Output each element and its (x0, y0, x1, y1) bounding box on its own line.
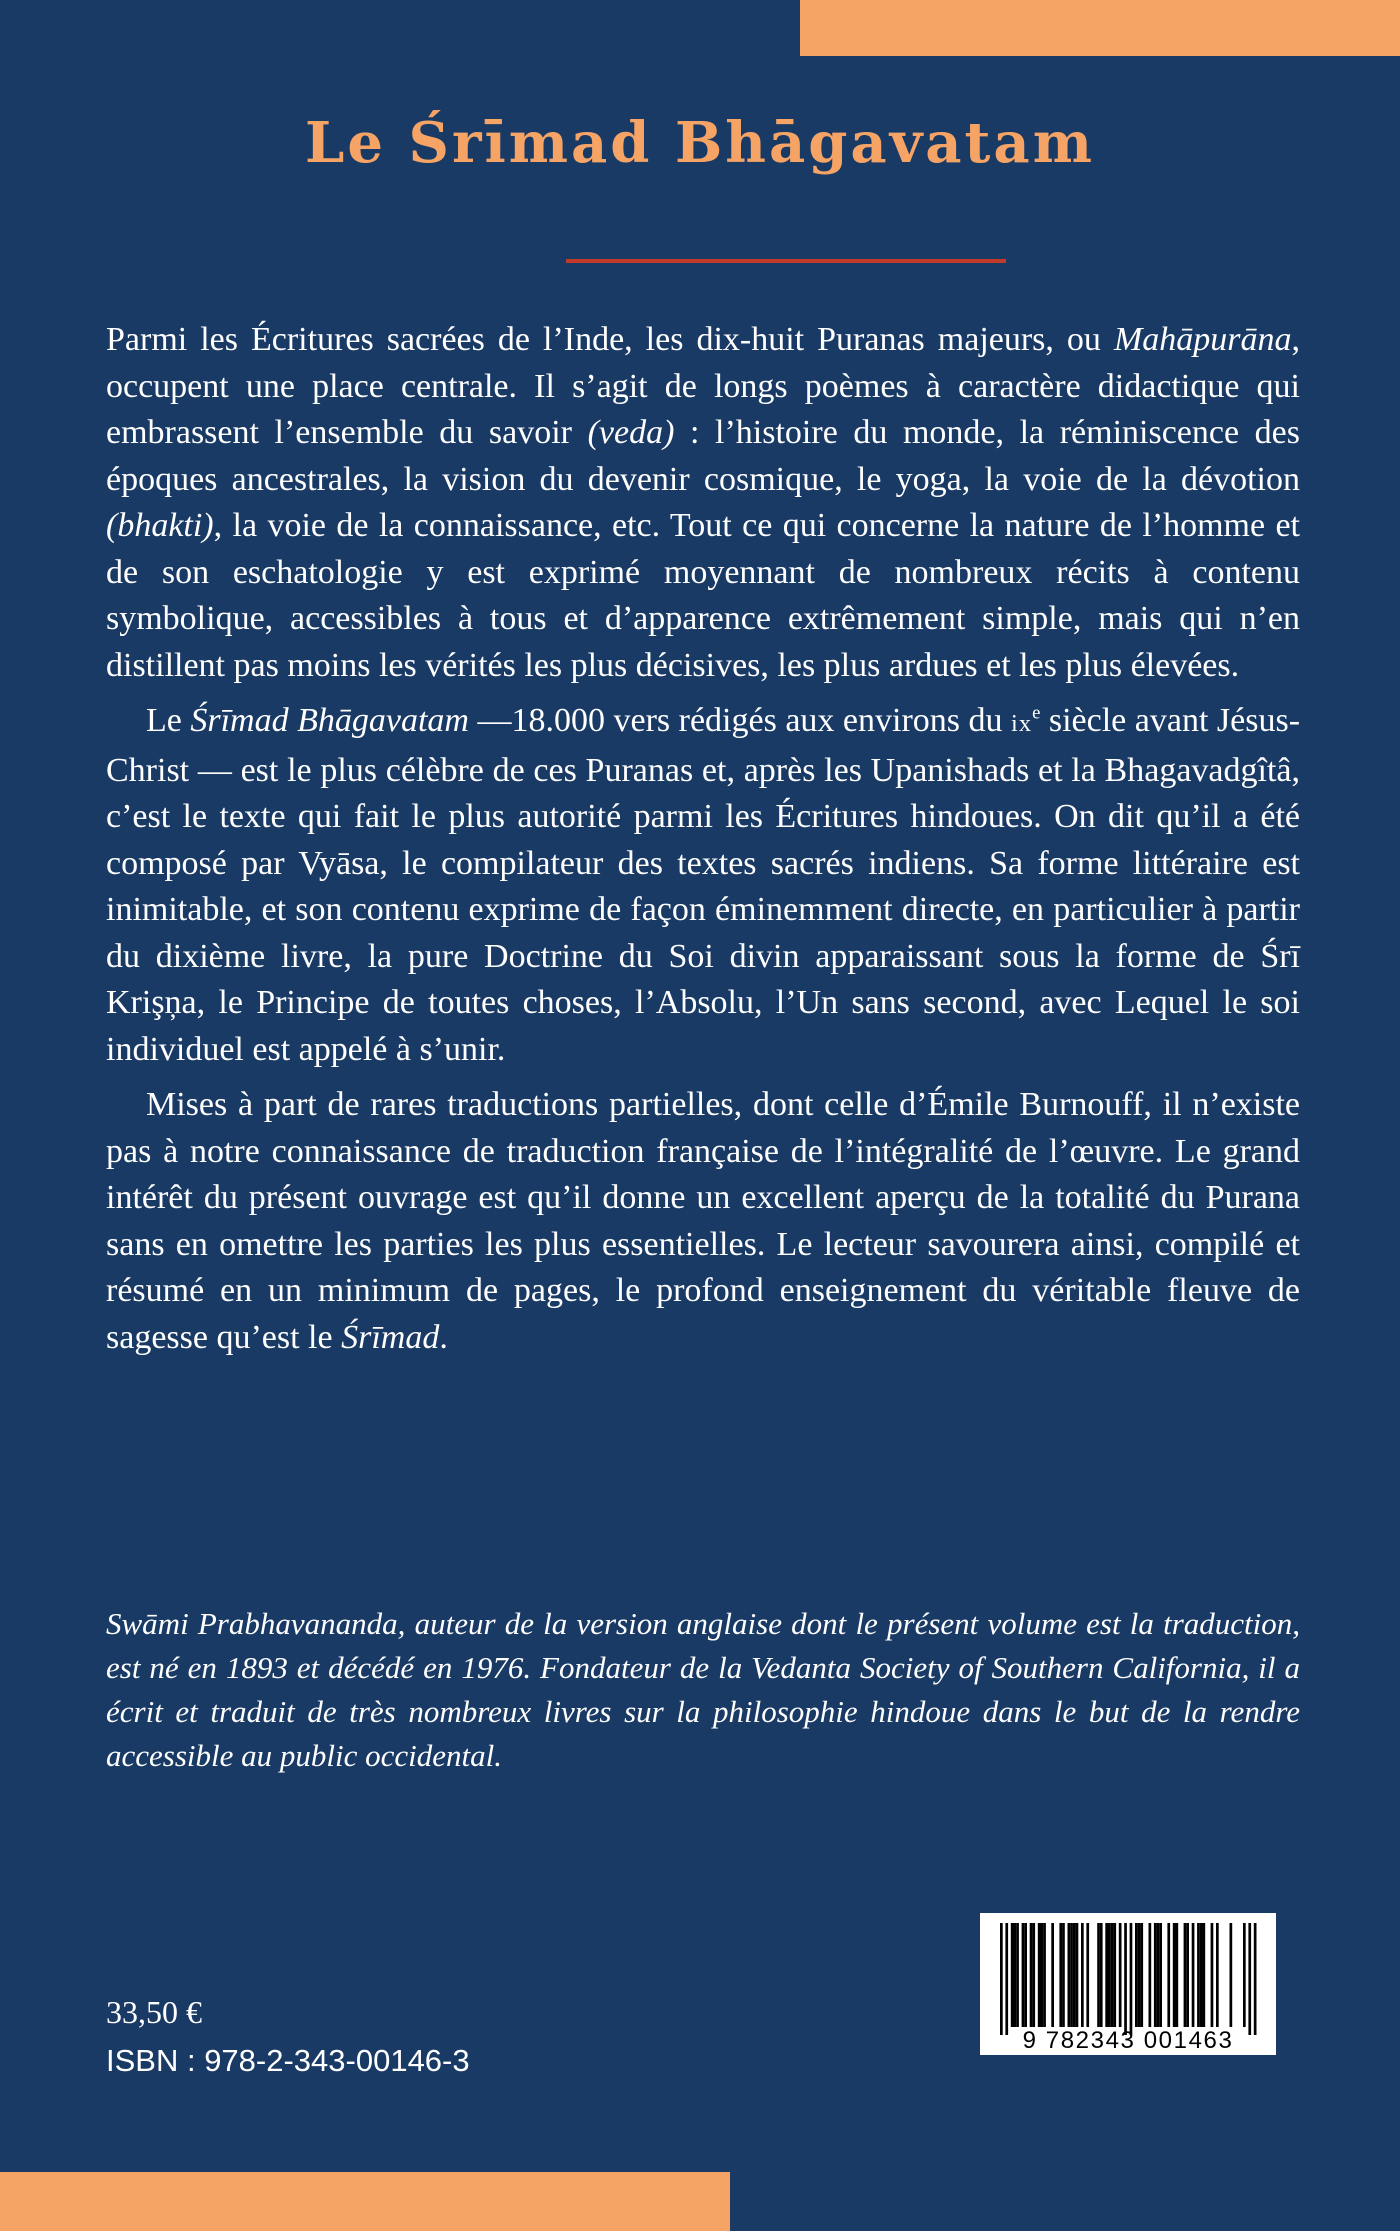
barcode-bar (1216, 1923, 1219, 2027)
barcode-bar (1105, 1923, 1108, 2027)
price: 33,50 € (106, 1994, 202, 2030)
barcode-bar (1113, 1923, 1116, 2027)
bottom-accent-bar (0, 2172, 730, 2231)
barcode-bar (1016, 1923, 1019, 2027)
barcode-bar (1108, 1923, 1111, 2027)
book-title: Le Śrīmad Bhāgavatam (305, 110, 1095, 176)
paragraph-2 (106, 698, 1300, 1073)
text-run: ix (1011, 710, 1033, 737)
back-cover-text (106, 317, 1300, 1370)
barcode-bar (1243, 1923, 1246, 2027)
text-run: (veda) (587, 414, 675, 451)
barcode-bar (1062, 1923, 1065, 2027)
barcode-bar (1032, 1923, 1035, 2027)
title-divider (566, 259, 1006, 263)
paragraph-1 (106, 317, 1300, 689)
barcode-bar (1167, 1923, 1170, 2027)
barcode-bar (1211, 1923, 1214, 2027)
barcode-bar (1059, 1923, 1062, 2027)
barcode-bar (1254, 1923, 1257, 2035)
isbn: ISBN : 978-2-343-00146-3 (106, 2043, 470, 2078)
text-run: , occupent une place centrale. Il s’agit de longs poèmes à caractère didactique qui embrassent l’ensemble du savoir (106, 321, 1300, 451)
top-accent-bar (800, 0, 1400, 56)
barcode-bar (1135, 1923, 1138, 2027)
author-bio-text: , auteur de la version anglaise dont le présent volume est la traduction, est né en 1893 et décédé en 1976. Fondateur de la Vedanta Society of Southern California, il a écrit et traduit de très nombreux livres sur la philosophie hindoue dans le but de la rendre accessible au public occidental. (106, 1606, 1301, 1773)
author-bio (106, 1602, 1300, 1778)
barcode (980, 1913, 1276, 2055)
barcode-bar (1159, 1923, 1162, 2027)
barcode-bar (1014, 1923, 1017, 2027)
barcode-bar (1186, 1923, 1189, 2027)
barcode-bar (1140, 1923, 1143, 2027)
text-run: Śrīmad (341, 1318, 440, 1356)
barcode-bar (1024, 1923, 1027, 2027)
barcode-bar (1086, 1923, 1089, 2027)
barcode-bar (1192, 1923, 1195, 2027)
barcode-bar (1073, 1923, 1076, 2027)
barcode-bar (1154, 1923, 1157, 2027)
barcode-bar (1005, 1923, 1008, 2035)
barcode-bar (1119, 1923, 1122, 2027)
barcode-bar (1100, 1923, 1103, 2027)
barcode-bar (1230, 1923, 1233, 2027)
barcode-bar (1081, 1923, 1084, 2027)
text-run: (bhakti) (106, 507, 214, 544)
barcode-bar (1011, 1923, 1014, 2027)
author-name: Swāmi Prabhavananda (106, 1606, 398, 1641)
barcode-bar (1070, 1923, 1073, 2027)
text-run: Mahāpurāna (1113, 321, 1292, 358)
barcode-bar (1200, 1923, 1203, 2027)
paragraph-3 (106, 1082, 1300, 1361)
barcode-bar (1149, 1923, 1152, 2027)
barcode-bar (1068, 1923, 1071, 2027)
barcode-bar (1038, 1923, 1041, 2027)
barcode-bar (1124, 1923, 1127, 2035)
text-run: . (439, 1318, 448, 1356)
barcode-bar (1173, 1923, 1176, 2027)
barcode-bar (1041, 1923, 1044, 2027)
text-run: siècle avant Jésus-Christ — est le plus célèbre de ces Puranas et, après les Upanishads et la Bhagavadgîtâ, c’est le texte qui fait le plus autorité parmi les Écritures hindoues. On dit qu’il a été composé par Vyāsa, le compilateur des textes sacrés indiens. Sa forme littéraire est inimitable, et son contenu exprime de façon éminemment directe, en particulier à partir du dixième livre, la pure Doctrine du Soi divin apparaissant sous la forme de Śrī Krişņa, le Principe de toutes choses, l’Absolu, l’Un sans second, avec Lequel le soi individuel est appelé à s’unir. (106, 702, 1301, 1068)
barcode-bar (1022, 1923, 1025, 2027)
barcode-bar (1197, 1923, 1200, 2027)
text-run: e (1032, 702, 1041, 724)
barcode-bar (1248, 1923, 1251, 2035)
barcode-bar (1203, 1923, 1206, 2027)
barcode-bar (1076, 1923, 1079, 2027)
barcode-bar (1030, 1923, 1033, 2027)
barcode-bar (1043, 1923, 1046, 2027)
barcode-digits: 9 782343 001463 (1022, 2027, 1234, 2054)
barcode-bar (1130, 1923, 1133, 2035)
text-run: Parmi les Écritures sacrées de l’Inde, les dix-huit Puranas majeurs, ou (106, 321, 1114, 358)
text-run: , la voie de la connaissance, etc. Tout ce qui concerne la nature de l’homme et de son eschatologie y est exprimé moyennant de nombreux récits à contenu symbolique, accessibles à tous et d’apparence extrêmement simple, mais qui n’en distillent pas moins les vérités les plus décisives, les plus ardues et les plus élevées. (106, 507, 1300, 684)
barcode-bar (1051, 1923, 1054, 2027)
text-run: Mises à part de rares traductions partielles, dont celle d’Émile Burnouff, il n’existe pas à notre connaissance de traduction française de l’intégralité de l’œuvre. Le grand intérêt du présent ouvrage est qu’il donne un excellent aperçu de la totalité du Purana sans en omettre les parties les plus essentielles. Le lecteur savourera ainsi, compilé et résumé en un minimum de pages, le profond enseignement du véritable fleuve de sagesse qu’est le (106, 1086, 1300, 1356)
text-run: : l’histoire du monde, la réminiscence des époques ancestrales, la vision du devenir cosmique, le yoga, la voie de la dévotion (106, 414, 1300, 498)
barcode-bar (1097, 1923, 1100, 2027)
barcode-bar (1138, 1923, 1141, 2027)
text-run: Śrīmad Bhāgavatam (190, 702, 469, 739)
barcode-bar (1184, 1923, 1187, 2027)
barcode-bar (1111, 1923, 1114, 2027)
text-run: —18.000 vers rédigés aux environs du (468, 702, 1012, 739)
barcode-bar (1176, 1923, 1179, 2027)
barcode-bar (1157, 1923, 1160, 2027)
barcode-bar (1000, 1923, 1003, 2035)
text-run: Le (146, 702, 191, 739)
